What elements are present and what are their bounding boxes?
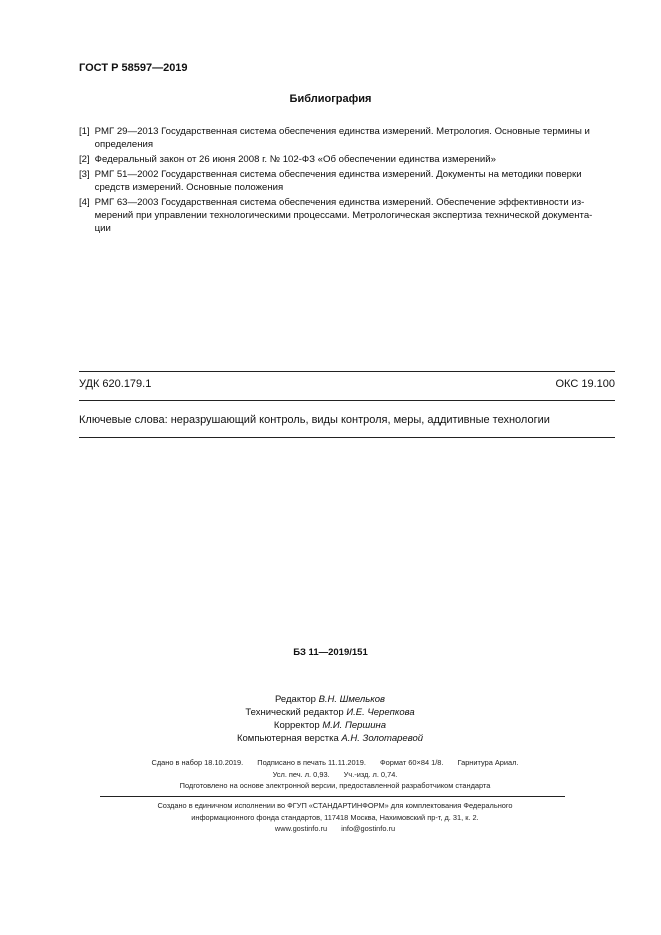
divider-imprint	[100, 796, 565, 797]
credit-line	[200, 706, 460, 719]
bibliography-item-text	[95, 196, 616, 235]
bibliography-item-line: РМГ 63—2003 Государственная система обеспечения единства измерений. Обеспечение эффективности из-	[94, 197, 585, 208]
credit-line	[200, 693, 460, 706]
bibliography-item-text	[95, 153, 616, 166]
bibliography-item-line: мерений при управлении технологическими процессами. Метрологическая экспертиза технической документа-	[94, 210, 593, 221]
bibliography-item-line: ции	[94, 223, 111, 234]
bibliography-item-number: [2]	[79, 154, 90, 165]
imprint-print-sheets: Усл. печ. л. 0,93.	[272, 769, 330, 779]
credit-role: Редактор	[275, 694, 316, 705]
keywords: Ключевые слова: неразрушающий контроль, виды контроля, меры, аддитивные технологии	[79, 414, 550, 426]
credit-name: В.Н. Шмельков	[318, 694, 385, 705]
publisher-email[interactable]: info@gostinfo.ru	[341, 824, 396, 833]
divider-bottom	[79, 437, 615, 438]
imprint-font: Гарнитура Ариал.	[457, 758, 519, 767]
bibliography-item	[79, 153, 616, 166]
bibliography-item	[79, 168, 616, 194]
bibliography-item-line: определения	[94, 139, 154, 150]
bibliography-item-line: РМГ 29—2013 Государственная система обеспечения единства измерений. Метрология. Основные термины и	[94, 126, 590, 137]
issue-number: БЗ 11—2019/151	[293, 647, 368, 658]
bibliography-item-number: [3]	[79, 169, 90, 180]
bibliography-title: Библиография	[289, 93, 372, 105]
bibliography-item	[79, 196, 616, 235]
credit-role: Корректор	[273, 720, 320, 731]
imprint-block	[100, 757, 570, 792]
credit-line	[200, 732, 460, 745]
imprint-line	[100, 769, 570, 781]
bibliography-item-text	[95, 125, 616, 151]
publisher-block	[90, 800, 580, 835]
credit-role: Технический редактор	[245, 707, 344, 718]
credit-name: И.Е. Черепкова	[346, 707, 415, 718]
bibliography-item-line: средств измерений. Основные положения	[94, 182, 284, 193]
bibliography-item-line: Федеральный закон от 26 июня 2008 г. № 102-ФЗ «Об обеспечении единства измерений»	[94, 154, 496, 165]
publisher-contacts	[90, 823, 580, 835]
publisher-website[interactable]: www.gostinfo.ru	[274, 824, 328, 833]
imprint-line	[100, 757, 570, 769]
oks-code: ОКС 19.100	[555, 378, 615, 390]
bibliography-item-number: [1]	[79, 126, 90, 137]
credit-role: Компьютерная верстка	[236, 733, 339, 744]
credit-name: М.И. Першина	[322, 720, 387, 731]
udk-code: УДК 620.179.1	[79, 378, 152, 390]
imprint-note: Подготовлено на основе электронной версии, предоставленной разработчиком стандарта	[179, 781, 491, 790]
publisher-address: информационного фонда стандартов, 117418 Москва, Нахимовский пр-т, д. 31, к. 2.	[191, 812, 479, 822]
imprint-print-date: Подписано в печать 11.11.2019.	[257, 758, 366, 767]
bibliography-item	[79, 125, 616, 151]
publisher-line: Создано в единичном исполнении во ФГУП «СТАНДАРТИНФОРМ» для комплектования Федерального	[157, 801, 513, 810]
imprint-typeset-date: Сдано в набор 18.10.2019.	[151, 758, 244, 767]
credit-name: А.Н. Золотаревой	[341, 733, 424, 744]
bibliography-item-text	[95, 168, 616, 194]
credits-block	[200, 693, 460, 745]
bibliography-item-line: РМГ 51—2002 Государственная система обеспечения единства измерений. Документы на методики поверки	[94, 169, 582, 180]
imprint-format: Формат 60×84 1/8.	[379, 758, 444, 767]
imprint-publish-sheets: Уч.-изд. л. 0,74.	[343, 769, 398, 779]
credit-line	[200, 719, 460, 732]
bibliography-item-number: [4]	[79, 197, 90, 208]
bibliography-list	[79, 125, 616, 237]
standard-designation: ГОСТ Р 58597—2019	[79, 62, 188, 74]
divider-top	[79, 371, 615, 372]
divider-middle	[79, 400, 615, 401]
